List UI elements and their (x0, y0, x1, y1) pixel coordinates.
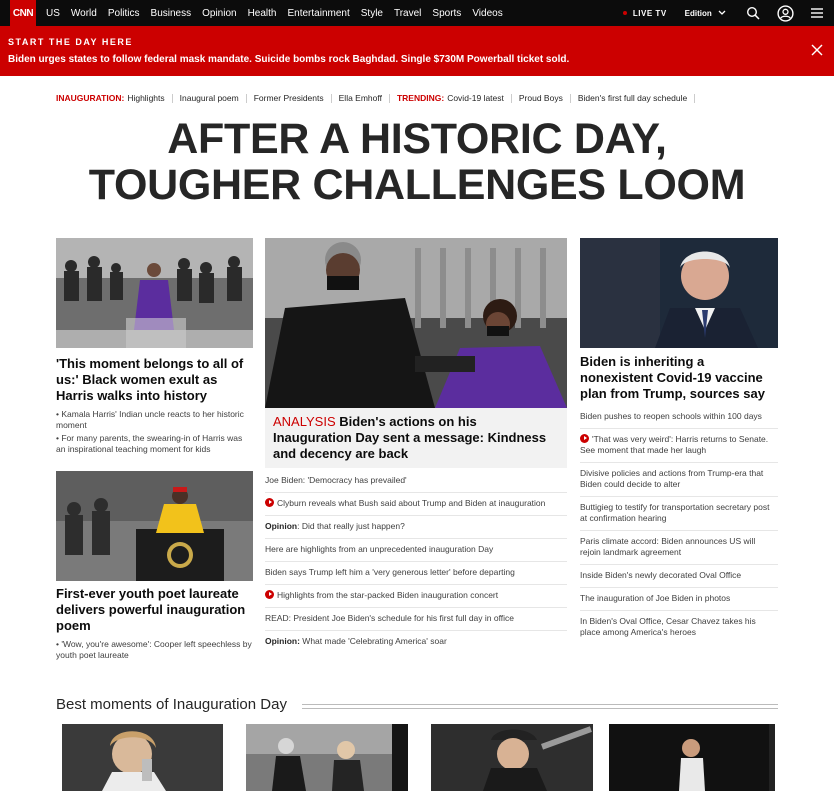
video-play-icon (265, 590, 274, 599)
list-item-text: READ: President Joe Biden's schedule for his first full day in office (265, 613, 515, 623)
list-item-text: Joe Biden: 'Democracy has prevailed' (265, 475, 407, 485)
list-item[interactable] (265, 470, 567, 493)
list-item-text: Inside Biden's newly decorated Oval Office (580, 570, 742, 580)
divider (694, 94, 695, 103)
trending-link[interactable]: Ella Emhoff (338, 93, 382, 103)
list-item[interactable] (580, 429, 778, 463)
chevron-down-icon (718, 10, 726, 16)
list-item-text: Biden pushes to reopen schools within 100 days (580, 411, 762, 421)
trending-link[interactable]: Proud Boys (518, 93, 563, 103)
list-item[interactable] (580, 497, 778, 531)
nav-link-politics[interactable]: Politics (107, 7, 140, 19)
nav-link-travel[interactable]: Travel (393, 7, 422, 19)
edition-label: Edition (684, 8, 712, 18)
live-tv-label: LIVE TV (632, 8, 667, 18)
analysis-card[interactable] (265, 408, 567, 468)
nav-link-style[interactable]: Style (360, 7, 383, 19)
opinion-label: Opinion: (265, 636, 300, 646)
story-headline[interactable]: 'This moment belongs to all of us:' Black women exult as Harris walks into history (56, 356, 244, 403)
section-title[interactable]: Best moments of Inauguration Day (56, 696, 287, 713)
list-item-text: 'That was very weird': Harris returns to Senate. See moment that made her laugh (580, 434, 769, 455)
nav-right (623, 4, 834, 22)
main-headline-line1: AFTER A HISTORIC DAY, (167, 115, 667, 163)
center-column (265, 238, 567, 653)
best-moment-thumbnail[interactable] (431, 724, 593, 791)
nav-link-videos[interactable]: Videos (472, 7, 503, 19)
center-headline-list (265, 470, 567, 653)
story-headline[interactable]: Biden is inheriting a nonexistent Covid-19 vaccine plan from Trump, sources say (580, 354, 765, 401)
live-dot-icon (623, 11, 627, 15)
trending-link[interactable]: Inaugural poem (179, 93, 239, 103)
list-item[interactable] (265, 493, 567, 516)
nav-link-sports[interactable]: Sports (432, 7, 462, 19)
opinion-label: Opinion (265, 521, 298, 531)
trending-label: TRENDING: (396, 93, 445, 103)
trending-link[interactable]: Covid-19 latest (447, 93, 504, 103)
account-icon[interactable] (776, 4, 794, 22)
list-item[interactable] (580, 588, 778, 611)
analysis-headline-text: Biden's actions on his Inauguration Day sent a message: Kindness and decency are back (273, 414, 547, 461)
amanda-gorman-photo[interactable] (56, 471, 253, 581)
list-item-text: : Did that really just happen? (297, 521, 405, 531)
list-item[interactable] (580, 463, 778, 497)
start-the-day-banner[interactable] (0, 26, 834, 76)
nav-link-business[interactable]: Business (150, 7, 192, 19)
banner-kicker: START THE DAY HERE (8, 37, 133, 47)
main-headline-line2: TOUGHER CHALLENGES LOOM (88, 161, 746, 209)
story-sublink[interactable]: • For many parents, the swearing-in of Harris was an inspirational teaching moment for kids (56, 433, 243, 454)
story-sublink[interactable]: • 'Wow, you're awesome': Cooper left speechless by youth poet laureate (56, 639, 252, 660)
divider (570, 94, 571, 103)
list-item[interactable] (265, 631, 567, 653)
trending-link[interactable]: Highlights (127, 93, 165, 103)
banner-headline[interactable]: Biden urges states to follow federal mask mandate. Suicide bombs rock Baghdad. Single $730M Powerball ticket sold. (8, 54, 570, 65)
inauguration-label: INAUGURATION: (56, 93, 125, 103)
list-item[interactable] (265, 539, 567, 562)
nav-link-health[interactable]: Health (247, 7, 277, 19)
hamburger-menu-icon[interactable] (808, 4, 826, 22)
analysis-label: ANALYSIS (273, 414, 336, 429)
biden-photo[interactable] (580, 238, 778, 348)
harris-sworn-in-photo[interactable] (56, 238, 253, 348)
cnn-logo[interactable]: CNN (10, 0, 36, 26)
right-headline-list (580, 406, 778, 644)
list-item[interactable] (580, 565, 778, 588)
best-moment-thumbnail[interactable] (609, 724, 775, 791)
analysis-headline[interactable] (273, 414, 559, 462)
section-divider (302, 704, 778, 709)
nav-links (46, 8, 514, 19)
divider (172, 94, 173, 103)
divider (331, 94, 332, 103)
nav-link-world[interactable]: World (70, 7, 97, 19)
top-nav (0, 0, 834, 26)
search-icon[interactable] (744, 4, 762, 22)
best-moment-thumbnail[interactable] (62, 724, 223, 791)
list-item[interactable] (265, 562, 567, 585)
list-item-text: Paris climate accord: Biden announces US will rejoin landmark agreement (580, 536, 756, 557)
nav-link-us[interactable]: US (46, 7, 60, 19)
trending-link[interactable]: Biden's first full day schedule (577, 93, 688, 103)
nav-link-opinion[interactable]: Opinion (202, 7, 237, 19)
list-item[interactable] (265, 608, 567, 631)
list-item-text: Biden says Trump left him a 'very generous letter' before departing (265, 567, 515, 577)
list-item-text: What made 'Celebrating America' soar (299, 636, 447, 646)
list-item-text: In Biden's Oval Office, Cesar Chavez takes his place among America's heroes (580, 616, 756, 637)
list-item-text: Highlights from the star-packed Biden inauguration concert (277, 590, 499, 600)
close-icon[interactable] (810, 43, 824, 57)
list-item[interactable] (580, 611, 778, 644)
edition-selector[interactable] (685, 9, 726, 18)
list-item-text: Clyburn reveals what Bush said about Trump and Biden at inauguration (277, 498, 546, 508)
story-headline[interactable]: First-ever youth poet laureate delivers powerful inauguration poem (56, 586, 246, 633)
trending-link[interactable]: Former Presidents (253, 93, 324, 103)
list-item[interactable] (580, 406, 778, 429)
list-item[interactable] (265, 516, 567, 539)
divider (511, 94, 512, 103)
story-sublink[interactable]: • Kamala Harris' Indian uncle reacts to her historic moment (56, 409, 244, 430)
right-column (580, 238, 778, 644)
video-play-icon (580, 434, 589, 443)
divider (389, 94, 390, 103)
live-tv-link[interactable] (623, 9, 667, 18)
obama-harris-photo[interactable] (265, 238, 567, 408)
list-item-text: Buttigieg to testify for transportation secretary post at confirmation hearing (580, 502, 770, 523)
divider (246, 94, 247, 103)
left-column (56, 238, 253, 661)
list-item[interactable] (580, 531, 778, 565)
trending-bar (56, 92, 776, 104)
nav-link-entertainment[interactable]: Entertainment (287, 7, 350, 19)
list-item-text: The inauguration of Joe Biden in photos (580, 593, 731, 603)
list-item-text: Divisive policies and actions from Trump-era that Biden could decide to alter (580, 468, 764, 489)
list-item-text: Here are highlights from an unprecedented inauguration Day (265, 544, 494, 554)
best-moment-thumbnail[interactable] (246, 724, 408, 791)
main-headline[interactable] (0, 116, 834, 208)
list-item[interactable] (265, 585, 567, 608)
video-play-icon (265, 498, 274, 507)
